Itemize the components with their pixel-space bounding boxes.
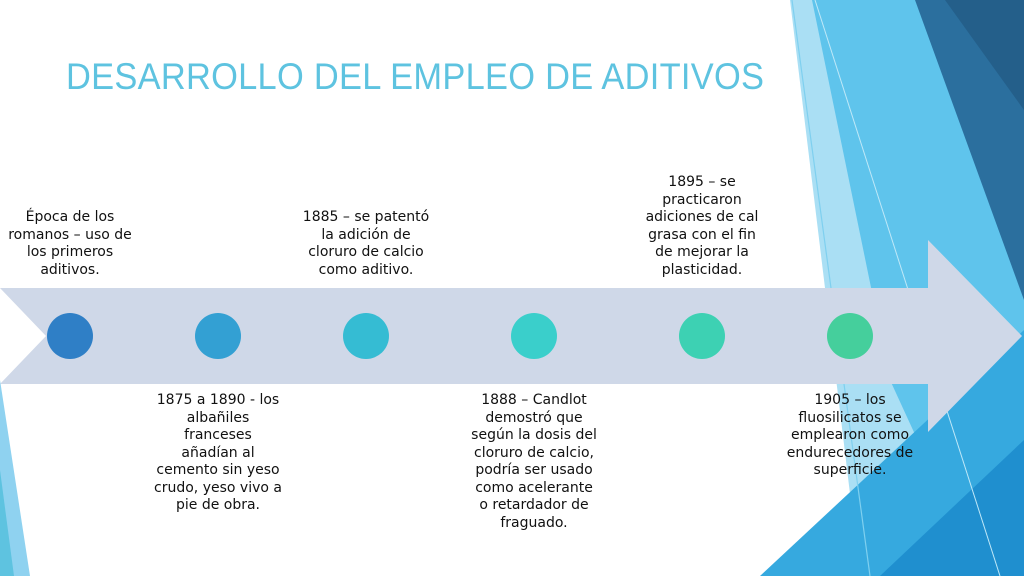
timeline-dot-4	[511, 313, 557, 359]
slide-title: DESARROLLO DEL EMPLEO DE ADITIVOS	[66, 56, 765, 97]
timeline-event-1: Época de los romanos – uso de los primeros aditivos.	[8, 209, 132, 278]
timeline-event-4: 1888 – Candlot demostró que según la dosis del cloruro de calcio, podría ser usado como acelerante o retardador de fraguado.	[471, 392, 597, 531]
timeline-event-3: 1885 – se patentó la adición de cloruro de calcio como aditivo.	[302, 209, 430, 278]
timeline-event-2: 1875 a 1890 - los albañiles franceses añadían al cemento sin yeso crudo, yeso vivo a pie de obra.	[154, 392, 282, 513]
timeline-dot-6	[827, 313, 873, 359]
timeline-dot-2	[195, 313, 241, 359]
timeline-event-5: 1895 – se practicaron adiciones de cal grasa con el fin de mejorar la plasticidad.	[645, 174, 759, 278]
timeline-event-6: 1905 – los fluosilicatos se emplearon como endurecedores de superficie.	[786, 392, 914, 478]
timeline-dot-3	[343, 313, 389, 359]
timeline-dot-5	[679, 313, 725, 359]
timeline-dot-1	[47, 313, 93, 359]
